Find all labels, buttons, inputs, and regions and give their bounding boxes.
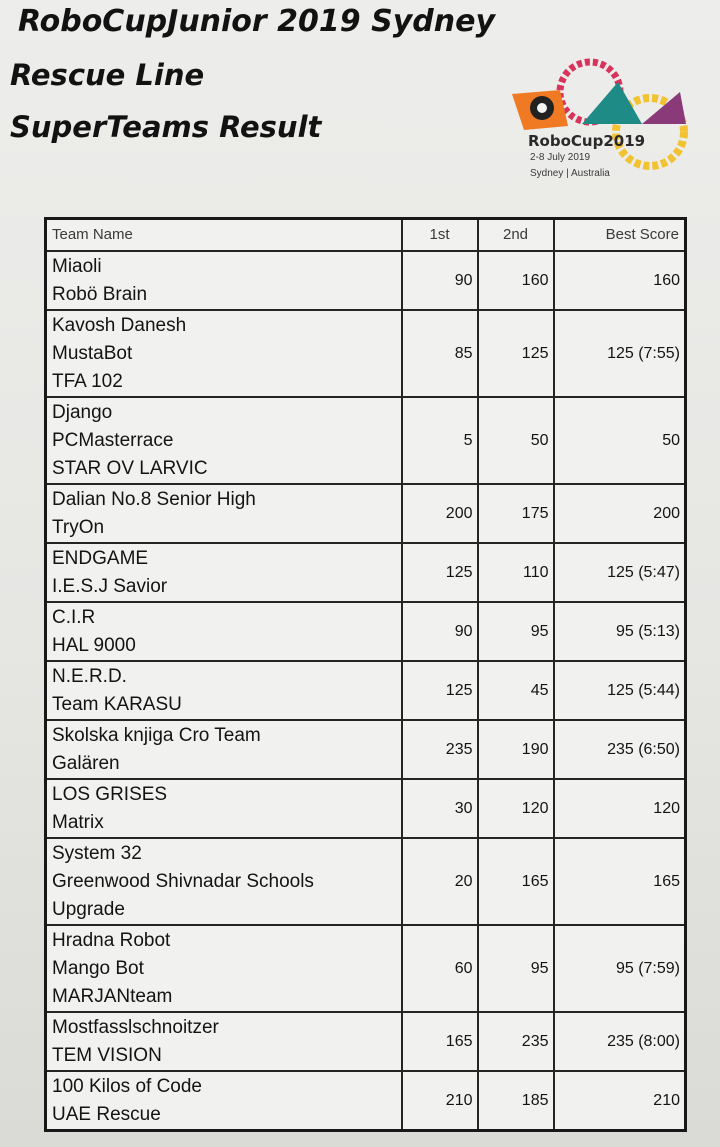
first-run-score: 90: [402, 251, 478, 310]
team-name: MARJANteam: [52, 986, 173, 1007]
second-run-score: 160: [478, 251, 554, 310]
team-names-cell: [46, 397, 402, 484]
team-name: Team KARASU: [52, 694, 182, 715]
team-name: UAE Rescue: [52, 1104, 161, 1125]
table-row: [46, 310, 686, 397]
team-name: Skolska knjiga Cro Team: [52, 725, 261, 746]
second-run-score: 165: [478, 838, 554, 925]
second-run-score: 175: [478, 484, 554, 543]
team-name: Miaoli: [52, 256, 102, 277]
team-name: Django: [52, 402, 113, 423]
team-name: System 32: [52, 843, 142, 864]
team-names-cell: [46, 310, 402, 397]
team-name: 100 Kilos of Code: [52, 1076, 202, 1097]
second-run-score: 185: [478, 1071, 554, 1131]
team-name: Mango Bot: [52, 958, 144, 979]
page-subtitle-category: Rescue Line: [10, 58, 205, 92]
column-header-first-run: 1st: [402, 219, 478, 252]
table-row: [46, 1071, 686, 1131]
table-row: [46, 720, 686, 779]
logo-location: Sydney | Australia: [530, 168, 610, 179]
first-run-score: 210: [402, 1071, 478, 1131]
best-score: 165: [554, 838, 686, 925]
table-row: [46, 251, 686, 310]
table-row: [46, 838, 686, 925]
first-run-score: 200: [402, 484, 478, 543]
team-name: MustaBot: [52, 343, 133, 364]
column-header-team-name: Team Name: [46, 219, 402, 252]
logo-wordmark: RoboCup2019: [528, 132, 646, 150]
team-names-cell: [46, 779, 402, 838]
team-name: ENDGAME: [52, 548, 149, 569]
column-header-best-score: Best Score: [554, 219, 686, 252]
team-name: TFA 102: [52, 371, 123, 392]
team-names-cell: [46, 720, 402, 779]
first-run-score: 30: [402, 779, 478, 838]
best-score: 160: [554, 251, 686, 310]
table-row: [46, 602, 686, 661]
team-name: Dalian No.8 Senior High: [52, 489, 256, 510]
logo-dates: 2-8 July 2019: [530, 152, 591, 163]
robocup-logo: [510, 52, 690, 192]
first-run-score: 85: [402, 310, 478, 397]
team-name: Mostfasslschnoitzer: [52, 1017, 219, 1038]
team-names-cell: [46, 661, 402, 720]
team-names-cell: [46, 838, 402, 925]
team-name: C.I.R: [52, 607, 96, 628]
best-score: 235 (8:00): [554, 1012, 686, 1071]
table-row: [46, 397, 686, 484]
team-names-cell: [46, 484, 402, 543]
team-name: I.E.S.J Savior: [52, 576, 168, 597]
team-name: Robö Brain: [52, 284, 148, 305]
second-run-score: 235: [478, 1012, 554, 1071]
team-name: Hradna Robot: [52, 930, 171, 951]
results-table: [44, 217, 687, 1132]
results-body: [46, 251, 686, 1131]
table-header-row: [46, 219, 686, 252]
team-name: Kavosh Danesh: [52, 315, 187, 336]
team-name: PCMasterrace: [52, 430, 174, 451]
second-run-score: 50: [478, 397, 554, 484]
best-score: 235 (6:50): [554, 720, 686, 779]
first-run-score: 90: [402, 602, 478, 661]
best-score: 50: [554, 397, 686, 484]
team-name: Greenwood Shivnadar Schools: [52, 871, 314, 892]
team-names-cell: [46, 925, 402, 1012]
page-subtitle-result: SuperTeams Result: [10, 110, 322, 144]
team-name: HAL 9000: [52, 635, 136, 656]
second-run-score: 110: [478, 543, 554, 602]
first-run-score: 165: [402, 1012, 478, 1071]
team-name: TryOn: [52, 517, 105, 538]
team-name: STAR OV LARVIC: [52, 458, 208, 479]
table-row: [46, 1012, 686, 1071]
team-name: N.E.R.D.: [52, 666, 127, 687]
first-run-score: 235: [402, 720, 478, 779]
best-score: 210: [554, 1071, 686, 1131]
table-row: [46, 661, 686, 720]
best-score: 95 (7:59): [554, 925, 686, 1012]
team-name: TEM VISION: [52, 1045, 162, 1066]
second-run-score: 120: [478, 779, 554, 838]
team-names-cell: [46, 543, 402, 602]
team-name: LOS GRISES: [52, 784, 168, 805]
table-row: [46, 543, 686, 602]
second-run-score: 95: [478, 925, 554, 1012]
table-row: [46, 925, 686, 1012]
best-score: 120: [554, 779, 686, 838]
first-run-score: 125: [402, 543, 478, 602]
first-run-score: 60: [402, 925, 478, 1012]
team-name: Matrix: [52, 812, 104, 833]
team-name: Galären: [52, 753, 120, 774]
team-name: Upgrade: [52, 899, 125, 920]
team-names-cell: [46, 602, 402, 661]
first-run-score: 20: [402, 838, 478, 925]
best-score: 125 (5:44): [554, 661, 686, 720]
team-names-cell: [46, 1012, 402, 1071]
first-run-score: 125: [402, 661, 478, 720]
column-header-second-run: 2nd: [478, 219, 554, 252]
second-run-score: 45: [478, 661, 554, 720]
second-run-score: 125: [478, 310, 554, 397]
team-names-cell: [46, 251, 402, 310]
best-score: 125 (5:47): [554, 543, 686, 602]
best-score: 125 (7:55): [554, 310, 686, 397]
team-names-cell: [46, 1071, 402, 1131]
best-score: 95 (5:13): [554, 602, 686, 661]
best-score: 200: [554, 484, 686, 543]
table-row: [46, 484, 686, 543]
page-title: RoboCupJunior 2019 Sydney: [18, 4, 495, 39]
table-row: [46, 779, 686, 838]
second-run-score: 95: [478, 602, 554, 661]
first-run-score: 5: [402, 397, 478, 484]
second-run-score: 190: [478, 720, 554, 779]
